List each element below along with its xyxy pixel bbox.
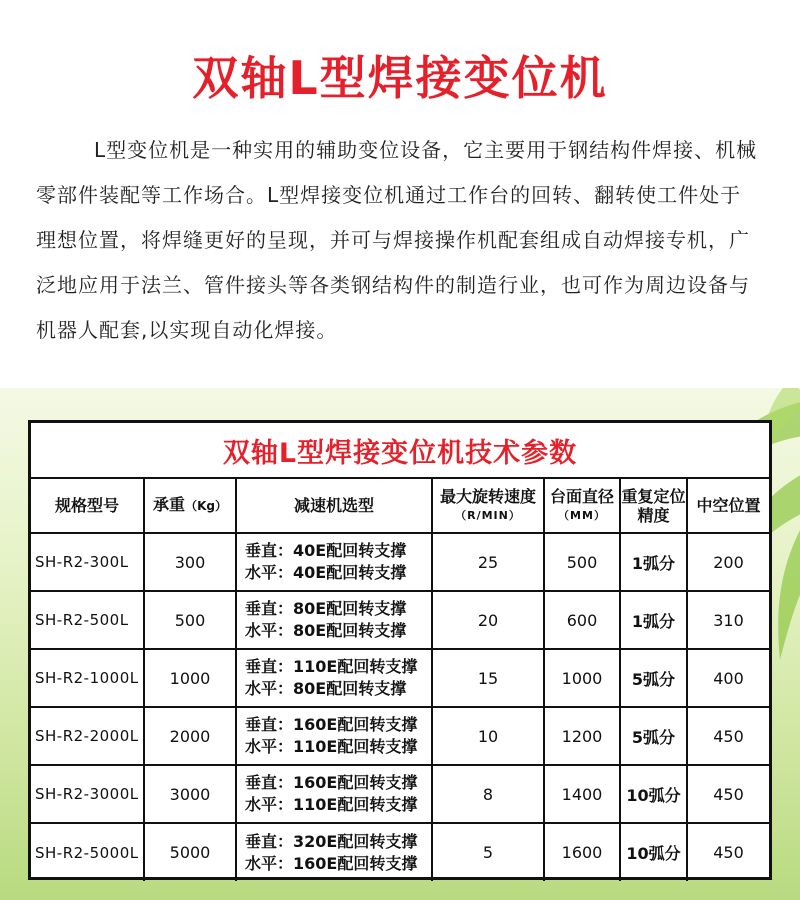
cell-speed: 15 <box>432 649 544 707</box>
cell-precision: 1弧分 <box>620 533 687 591</box>
cell-load: 5000 <box>144 823 236 881</box>
cell-model: SH-R2-300L <box>31 533 144 591</box>
cell-reducer <box>236 765 432 823</box>
cell-model: SH-R2-3000L <box>31 765 144 823</box>
cell-diameter: 1200 <box>544 707 620 765</box>
cell-hollow: 310 <box>687 591 769 649</box>
header-speed: 最大旋转速度 （R/MIN） <box>432 479 544 533</box>
reducer-horizontal: 水平：80E配回转支撑 <box>245 621 407 640</box>
reducer-horizontal: 水平：80E配回转支撑 <box>245 679 407 698</box>
cell-reducer <box>236 533 432 591</box>
cell-load: 2000 <box>144 707 236 765</box>
cell-speed: 10 <box>432 707 544 765</box>
reducer-vertical: 垂直：320E配回转支撑 <box>245 831 418 851</box>
cell-model: SH-R2-5000L <box>31 823 144 881</box>
cell-speed: 20 <box>432 591 544 649</box>
cell-reducer <box>236 649 432 707</box>
cell-load: 3000 <box>144 765 236 823</box>
header-diameter: 台面直径 （MM） <box>544 479 620 533</box>
cell-reducer <box>236 707 432 765</box>
intro-paragraph: L型变位机是一种实用的辅助变位设备，它主要用于钢结构件焊接、机械零部件装配等工作场合。L型焊接变位机通过工作台的回转、翻转使工件处于理想位置，将焊缝更好的呈现，并可与焊接操作机配套组成自动焊接专机，广泛地应用于法兰、管件接头等各类钢结构件的制造行业，也可作为周边设备与机器人配套,以实现自动化焊接。 <box>36 138 758 342</box>
cell-diameter: 1400 <box>544 765 620 823</box>
cell-model: SH-R2-500L <box>31 591 144 649</box>
cell-hollow: 450 <box>687 707 769 765</box>
table-row <box>31 823 769 881</box>
header-precision: 重复定位精度 <box>620 479 687 533</box>
page-title: 双轴L型焊接变位机 <box>192 51 608 105</box>
cell-precision: 5弧分 <box>620 707 687 765</box>
cell-hollow: 450 <box>687 823 769 881</box>
reducer-vertical: 垂直：160E配回转支撑 <box>245 715 418 734</box>
cell-diameter: 500 <box>544 533 620 591</box>
cell-load: 300 <box>144 533 236 591</box>
cell-diameter: 1600 <box>544 823 620 881</box>
header-reducer: 减速机选型 <box>236 479 432 533</box>
spec-table <box>31 479 769 881</box>
cell-hollow: 200 <box>687 533 769 591</box>
table-row <box>31 765 769 823</box>
cell-precision: 1弧分 <box>620 591 687 649</box>
reducer-vertical: 垂直：80E配回转支撑 <box>245 599 407 618</box>
cell-reducer <box>236 823 432 881</box>
reducer-vertical: 垂直：110E配回转支撑 <box>245 657 418 676</box>
reducer-horizontal: 水平：110E配回转支撑 <box>245 795 418 814</box>
reducer-horizontal: 水平：40E配回转支撑 <box>245 563 407 582</box>
header-load: 承重（Kg） <box>144 479 236 533</box>
spec-table-title: 双轴L型焊接变位机技术参数 <box>31 423 769 479</box>
reducer-horizontal: 水平：160E配回转支撑 <box>245 853 418 873</box>
cell-hollow: 450 <box>687 765 769 823</box>
cell-reducer <box>236 591 432 649</box>
cell-model: SH-R2-2000L <box>31 707 144 765</box>
cell-speed: 25 <box>432 533 544 591</box>
table-row <box>31 591 769 649</box>
cell-precision: 10弧分 <box>620 765 687 823</box>
table-header-row <box>31 479 769 533</box>
cell-hollow: 400 <box>687 649 769 707</box>
reducer-horizontal: 水平：110E配回转支撑 <box>245 737 418 756</box>
header-hollow: 中空位置 <box>687 479 769 533</box>
header-model: 规格型号 <box>31 479 144 533</box>
cell-diameter: 1000 <box>544 649 620 707</box>
reducer-vertical: 垂直：40E配回转支撑 <box>245 541 407 560</box>
cell-precision: 10弧分 <box>620 823 687 881</box>
cell-precision: 5弧分 <box>620 649 687 707</box>
spec-table-container <box>28 420 772 880</box>
cell-speed: 8 <box>432 765 544 823</box>
reducer-vertical: 垂直：160E配回转支撑 <box>245 773 418 792</box>
cell-load: 1000 <box>144 649 236 707</box>
table-row <box>31 707 769 765</box>
cell-load: 500 <box>144 591 236 649</box>
cell-diameter: 600 <box>544 591 620 649</box>
cell-speed: 5 <box>432 823 544 881</box>
cell-model: SH-R2-1000L <box>31 649 144 707</box>
table-row <box>31 649 769 707</box>
table-row <box>31 533 769 591</box>
